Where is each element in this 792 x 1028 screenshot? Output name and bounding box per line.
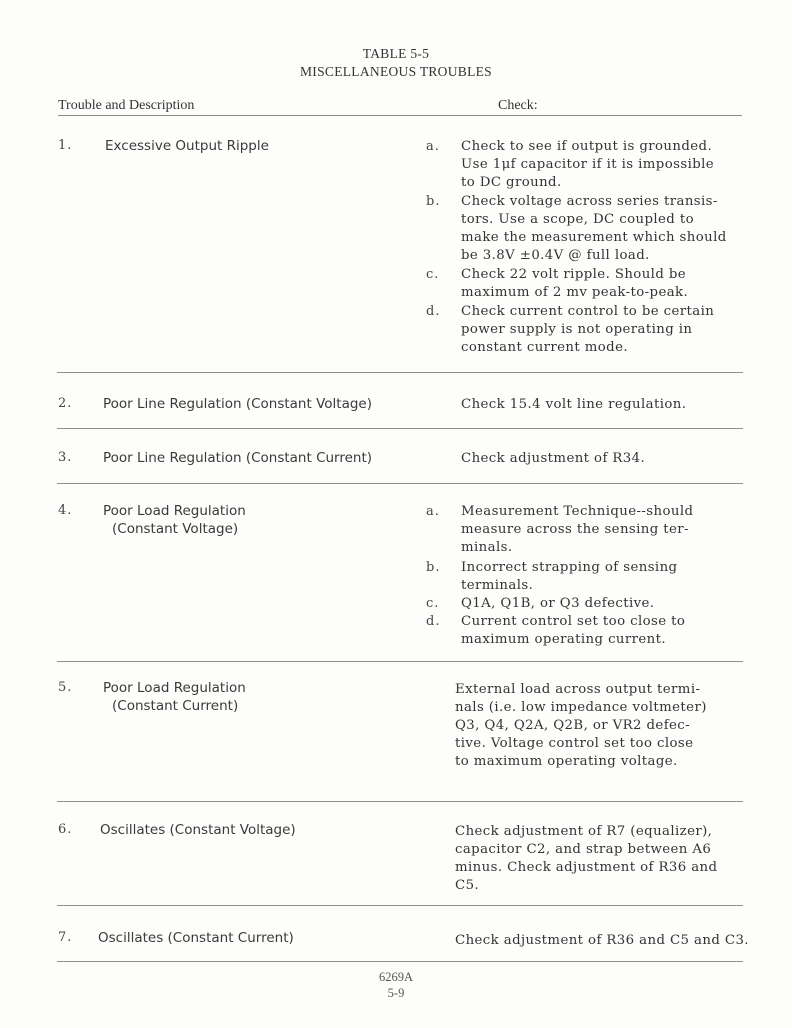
column-header-trouble xyxy=(58,98,478,116)
row-1-check-d-letter: d. xyxy=(426,304,441,319)
row-4-check-a-letter: a. xyxy=(426,504,440,519)
row-2-check: Check 15.4 volt line regulation. xyxy=(461,397,687,412)
row-7-number: 7. xyxy=(58,930,73,945)
row-1-check-b-text: Check voltage across series transis- tors. Use a scope, DC coupled to make the measurement which should be 3.8V ±0.4V @ full load. xyxy=(461,194,727,264)
page-number: 5-9 xyxy=(387,986,405,1000)
row-4-trouble xyxy=(103,502,246,538)
row-4-trouble-subtitle: (Constant Voltage) xyxy=(112,521,239,537)
row-divider xyxy=(57,428,743,429)
row-1-check-c-letter: c. xyxy=(426,267,440,282)
row-5-check: External load across output termi- nals (i.e. low impedance voltmeter) Q3, Q4, Q2A, Q2B, or VR2 defec- tive. Voltage control set too close to maximum operating voltage. xyxy=(455,682,707,770)
row-1-trouble: Excessive Output Ripple xyxy=(105,138,269,154)
row-5-trouble-subtitle: (Constant Current) xyxy=(112,698,239,714)
row-3-check: Check adjustment of R34. xyxy=(461,451,646,466)
row-4-check-b-text: Incorrect strapping of sensing terminals. xyxy=(461,560,678,594)
row-1-check-b-letter: b. xyxy=(426,194,441,209)
row-4-check-d-text: Current control set too close to maximum operating current. xyxy=(461,614,686,648)
row-4-check-a-text: Measurement Technique--should measure across the sensing ter- minals. xyxy=(461,504,694,556)
row-4-trouble-title: Poor Load Regulation xyxy=(103,503,246,519)
column-header-check xyxy=(478,98,742,116)
row-1-check-a-text: Check to see if output is grounded. Use 1μf capacitor if it is impossible to DC ground. xyxy=(461,139,715,191)
row-divider xyxy=(57,483,743,484)
row-1-check-c-text: Check 22 volt ripple. Should be maximum of 2 mv peak-to-peak. xyxy=(461,267,689,301)
row-3-number: 3. xyxy=(58,450,73,465)
row-divider xyxy=(57,961,743,962)
row-4-check-d-letter: d. xyxy=(426,614,441,629)
model-number: 6269A xyxy=(378,970,414,984)
row-1-number: 1. xyxy=(58,138,73,153)
column-header-trouble-label: Trouble and Description xyxy=(58,98,195,113)
row-6-number: 6. xyxy=(58,822,73,837)
row-divider xyxy=(57,905,743,906)
row-4-check-b-letter: b. xyxy=(426,560,441,575)
row-3-trouble: Poor Line Regulation (Constant Current) xyxy=(103,450,373,466)
row-1-check-a-letter: a. xyxy=(426,139,440,154)
row-7-trouble: Oscillates (Constant Current) xyxy=(98,930,294,946)
row-7-check: Check adjustment of R36 and C5 and C3. xyxy=(455,933,749,948)
table-number: TABLE 5-5 xyxy=(362,46,430,61)
row-2-trouble: Poor Line Regulation (Constant Voltage) xyxy=(103,396,372,412)
column-header-check-label: Check: xyxy=(498,98,538,113)
row-divider xyxy=(57,372,743,373)
row-4-number: 4. xyxy=(58,503,73,518)
row-5-trouble xyxy=(103,679,246,715)
row-4-check-c-letter: c. xyxy=(426,596,440,611)
row-divider xyxy=(57,661,743,662)
row-4-check-c-text: Q1A, Q1B, or Q3 defective. xyxy=(461,596,655,611)
row-6-check: Check adjustment of R7 (equalizer), capacitor C2, and strap between A6 minus. Check adjustment of R36 and C5. xyxy=(455,824,718,894)
table-title: MISCELLANEOUS TROUBLES xyxy=(300,64,492,79)
row-6-trouble: Oscillates (Constant Voltage) xyxy=(100,822,296,838)
row-5-trouble-title: Poor Load Regulation xyxy=(103,680,246,696)
row-5-number: 5. xyxy=(58,680,73,695)
row-divider xyxy=(57,801,743,802)
row-1-check-d-text: Check current control to be certain power supply is not operating in constant current mode. xyxy=(461,304,715,356)
row-2-number: 2. xyxy=(58,396,73,411)
